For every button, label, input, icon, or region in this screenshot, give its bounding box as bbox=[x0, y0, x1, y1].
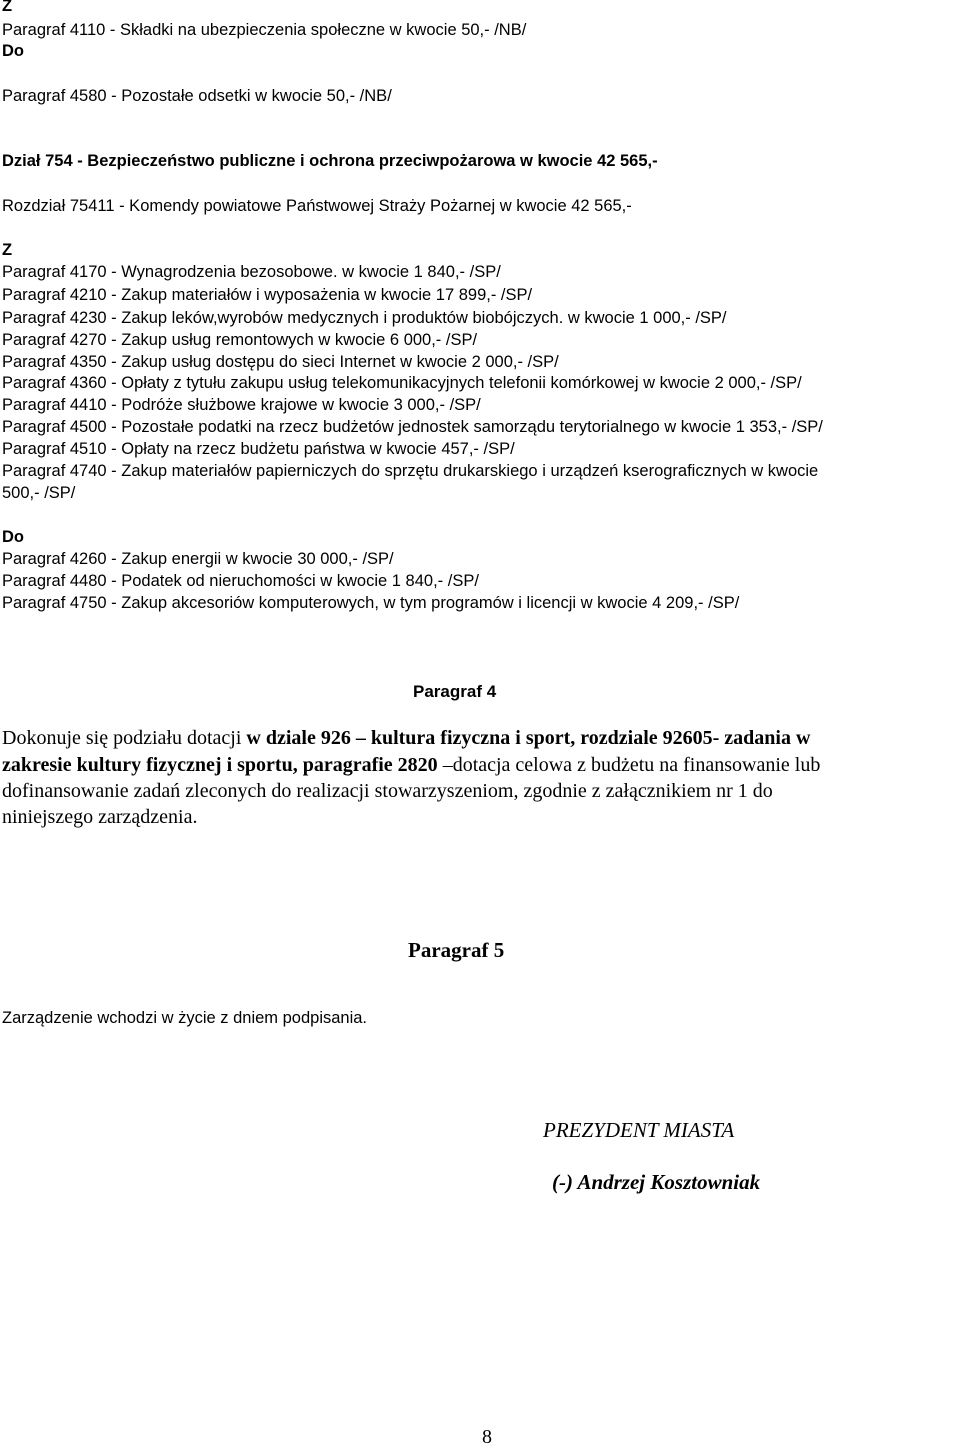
z-item: 500,- /SP/ bbox=[2, 484, 76, 502]
z-item: Paragraf 4740 - Zakup materiałów papierniczych do sprzętu drukarskiego i urządzeń kserograficznych w kwocie bbox=[2, 462, 819, 480]
dzial-754-heading: Dział 754 - Bezpieczeństwo publiczne i ochrona przeciwpożarowa w kwocie 42 565,- bbox=[2, 152, 658, 170]
paragraf-5-heading: Paragraf 5 bbox=[408, 938, 505, 962]
paragraf-4-line-3: dofinansowanie zadań zleconych do realizacji stowarzyszeniom, zgodnie z załącznikiem nr 1 do bbox=[2, 780, 773, 802]
z-item: Paragraf 4270 - Zakup usług remontowych w kwocie 6 000,- /SP/ bbox=[2, 331, 478, 349]
page-number: 8 bbox=[482, 1426, 492, 1448]
z-label-top: Z bbox=[2, 0, 13, 15]
z-item: Paragraf 4350 - Zakup usług dostępu do sieci Internet w kwocie 2 000,- /SP/ bbox=[2, 353, 559, 371]
paragraf-4580-line: Paragraf 4580 - Pozostałe odsetki w kwocie 50,- /NB/ bbox=[2, 87, 392, 105]
z-item: Paragraf 4170 - Wynagrodzenia bezosobowe. w kwocie 1 840,- /SP/ bbox=[2, 263, 501, 281]
z-item: Paragraf 4360 - Opłaty z tytułu zakupu usług telekomunikacyjnych telefonii komórkowej w kwocie 2 000,- /SP/ bbox=[2, 374, 802, 392]
do-item: Paragraf 4260 - Zakup energii w kwocie 30 000,- /SP/ bbox=[2, 550, 394, 568]
do-item: Paragraf 4750 - Zakup akcesoriów komputerowych, w tym programów i licencji w kwocie 4 209,- /SP/ bbox=[2, 594, 740, 612]
paragraf-4-line-1 bbox=[2, 725, 810, 751]
do-label: Do bbox=[2, 528, 24, 546]
z-item: Paragraf 4230 - Zakup leków,wyrobów medycznych i produktów biobójczych. w kwocie 1 000,- /SP/ bbox=[2, 309, 727, 327]
paragraf-4110-line: Paragraf 4110 - Składki na ubezpieczenia społeczne w kwocie 50,- /NB/ bbox=[2, 21, 527, 39]
paragraf-4-heading: Paragraf 4 bbox=[413, 682, 497, 701]
do-label-top: Do bbox=[2, 42, 24, 60]
paragraf-4-line-2 bbox=[2, 752, 820, 778]
paragraf-4-text: –dotacja celowa z budżetu na finansowanie lub bbox=[442, 754, 821, 776]
rozdzial-75411-heading: Rozdział 75411 - Komendy powiatowe Państwowej Straży Pożarnej w kwocie 42 565,- bbox=[2, 197, 632, 215]
z-item: Paragraf 4210 - Zakup materiałów i wyposażenia w kwocie 17 899,- /SP/ bbox=[2, 286, 533, 304]
do-item: Paragraf 4480 - Podatek od nieruchomości w kwocie 1 840,- /SP/ bbox=[2, 572, 479, 590]
z-item: Paragraf 4410 - Podróże służbowe krajowe w kwocie 3 000,- /SP/ bbox=[2, 396, 481, 414]
paragraf-4-emphasis: zakresie kultury fizycznej i sportu, paragrafie 2820 bbox=[2, 754, 443, 776]
signature-name: (-) Andrzej Kosztowniak bbox=[552, 1170, 761, 1194]
paragraf-4-line-4: niniejszego zarządzenia. bbox=[2, 806, 198, 828]
paragraf-4-text: Dokonuje się podziału dotacji bbox=[2, 727, 247, 749]
paragraf-5-text: Zarządzenie wchodzi w życie z dniem podpisania. bbox=[2, 1009, 368, 1027]
paragraf-4-emphasis: w dziale 926 – kultura fizyczna i sport, rozdziale 92605- zadania w bbox=[246, 727, 811, 749]
z-label: Z bbox=[2, 241, 13, 259]
z-item: Paragraf 4510 - Opłaty na rzecz budżetu państwa w kwocie 457,- /SP/ bbox=[2, 440, 515, 458]
signature-title: PREZYDENT MIASTA bbox=[543, 1118, 735, 1142]
z-item: Paragraf 4500 - Pozostałe podatki na rzecz budżetów jednostek samorządu terytorialnego w kwocie 1 353,- /SP/ bbox=[2, 418, 823, 436]
